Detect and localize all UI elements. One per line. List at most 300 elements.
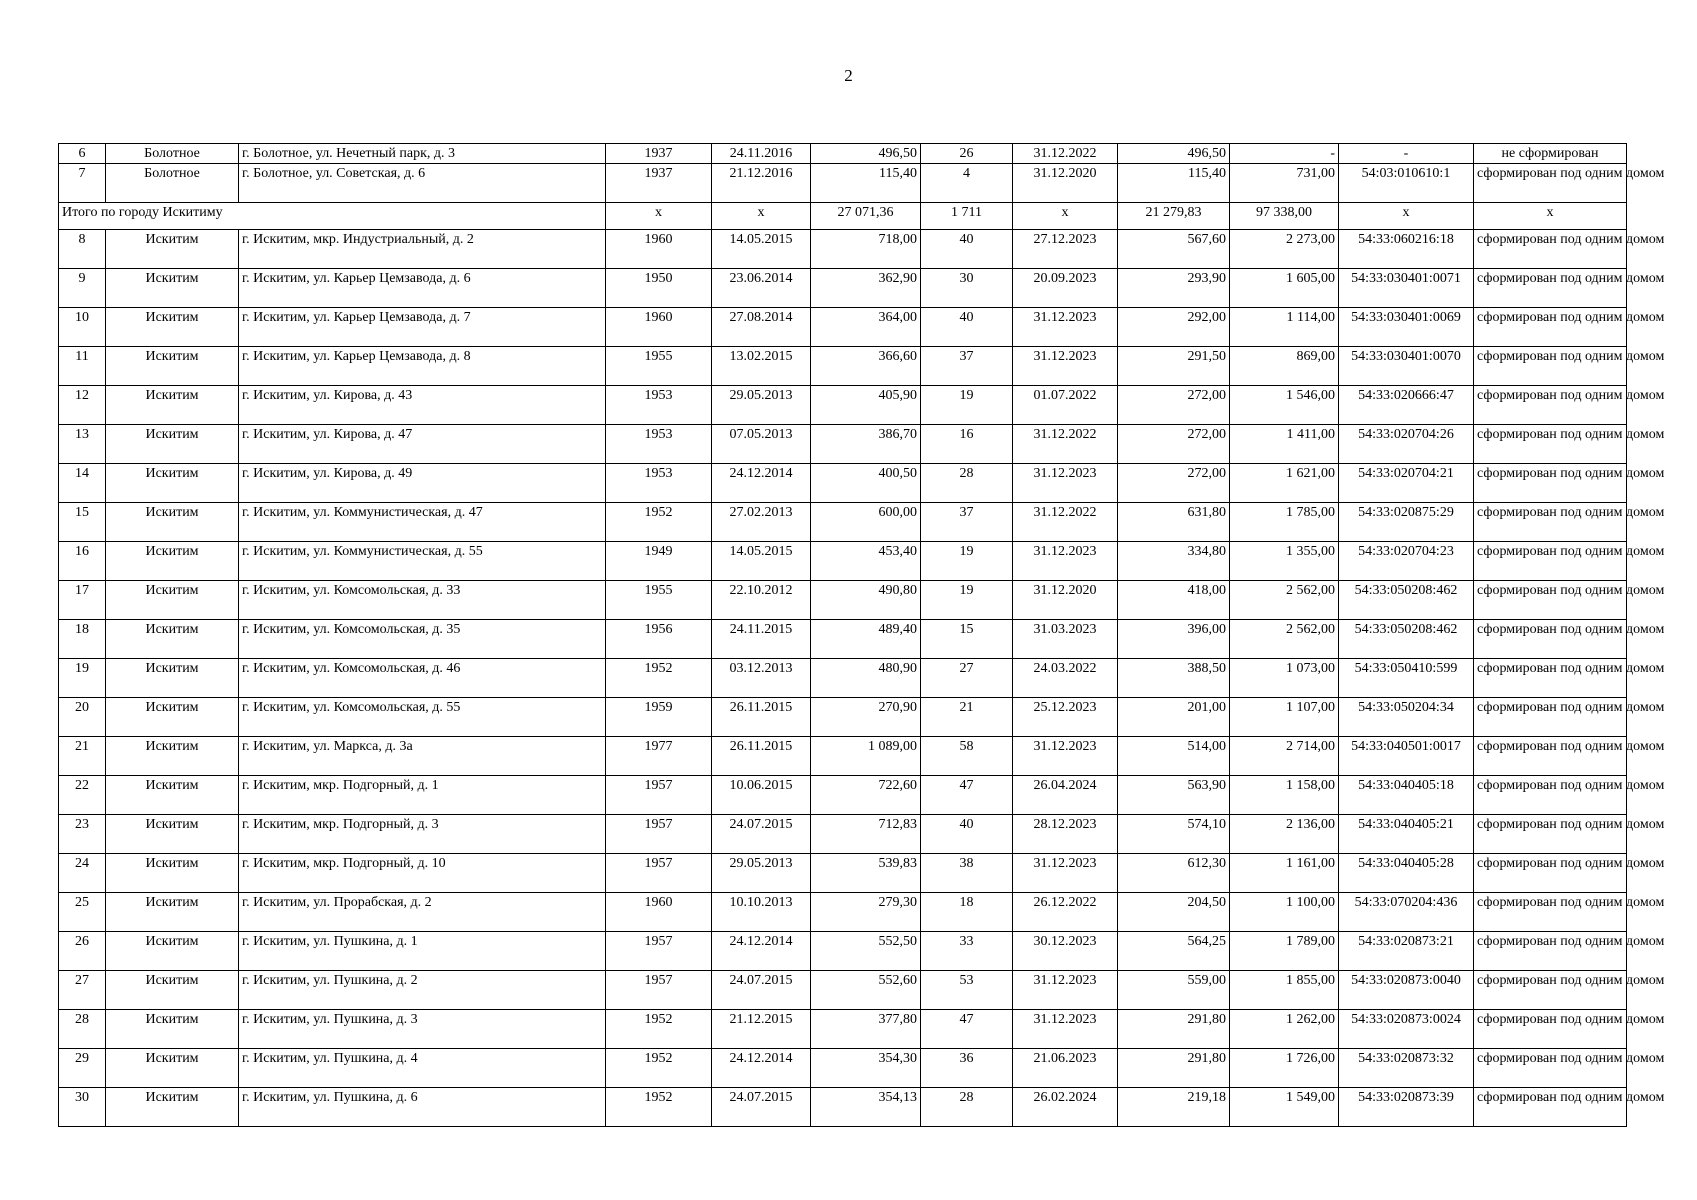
row-area: 405,90 bbox=[811, 386, 921, 425]
row-date: 10.10.2013 bbox=[712, 893, 811, 932]
row-date: 23.06.2014 bbox=[712, 269, 811, 308]
row-living-area: 496,50 bbox=[1118, 144, 1230, 164]
row-address: г. Искитим, ул. Пушкина, д. 4 bbox=[239, 1049, 606, 1088]
row-city: Искитим bbox=[106, 386, 239, 425]
row-land-area: 1 158,00 bbox=[1230, 776, 1339, 815]
row-residents: 16 bbox=[921, 425, 1013, 464]
row-address: г. Искитим, ул. Кирова, д. 47 bbox=[239, 425, 606, 464]
row-residents: 30 bbox=[921, 269, 1013, 308]
row-year: 1957 bbox=[606, 932, 712, 971]
row-residents: 33 bbox=[921, 932, 1013, 971]
row-number: 25 bbox=[59, 893, 106, 932]
row-status: сформирован под одним домом bbox=[1474, 1088, 1627, 1127]
row-city: Искитим bbox=[106, 893, 239, 932]
row-plan-date: 01.07.2022 bbox=[1013, 386, 1118, 425]
row-address: г. Искитим, мкр. Индустриальный, д. 2 bbox=[239, 230, 606, 269]
row-year: 1952 bbox=[606, 1010, 712, 1049]
row-year: 1937 bbox=[606, 144, 712, 164]
row-status: сформирован под одним домом bbox=[1474, 737, 1627, 776]
row-status: сформирован под одним домом bbox=[1474, 425, 1627, 464]
row-area: 386,70 bbox=[811, 425, 921, 464]
row-city: Искитим bbox=[106, 698, 239, 737]
row-status: сформирован под одним домом bbox=[1474, 164, 1627, 203]
row-status: сформирован под одним домом bbox=[1474, 698, 1627, 737]
row-address: г. Искитим, мкр. Подгорный, д. 1 bbox=[239, 776, 606, 815]
row-residents: 19 bbox=[921, 386, 1013, 425]
total-label: Итого по городу Искитиму bbox=[59, 203, 606, 230]
row-city: Искитим bbox=[106, 269, 239, 308]
row-city: Искитим bbox=[106, 776, 239, 815]
row-date: 13.02.2015 bbox=[712, 347, 811, 386]
row-number: 17 bbox=[59, 581, 106, 620]
row-land-area: 1 605,00 bbox=[1230, 269, 1339, 308]
row-year: 1952 bbox=[606, 1049, 712, 1088]
row-plan-date: 25.12.2023 bbox=[1013, 698, 1118, 737]
table-row bbox=[59, 386, 1627, 425]
row-plan-date: 31.12.2023 bbox=[1013, 308, 1118, 347]
row-plan-date: 31.12.2023 bbox=[1013, 542, 1118, 581]
row-area: 270,90 bbox=[811, 698, 921, 737]
row-land-area: 1 549,00 bbox=[1230, 1088, 1339, 1127]
row-number: 27 bbox=[59, 971, 106, 1010]
row-number: 24 bbox=[59, 854, 106, 893]
row-year: 1952 bbox=[606, 659, 712, 698]
row-plan-date: 26.04.2024 bbox=[1013, 776, 1118, 815]
row-date: 24.07.2015 bbox=[712, 815, 811, 854]
row-city: Искитим bbox=[106, 347, 239, 386]
row-date: 24.12.2014 bbox=[712, 932, 811, 971]
row-cadastral: 54:33:050208:462 bbox=[1339, 620, 1474, 659]
row-residents: 19 bbox=[921, 581, 1013, 620]
row-status: сформирован под одним домом bbox=[1474, 542, 1627, 581]
row-area: 279,30 bbox=[811, 893, 921, 932]
row-residents: 53 bbox=[921, 971, 1013, 1010]
total-residents: 1 711 bbox=[921, 203, 1013, 230]
row-land-area: 1 355,00 bbox=[1230, 542, 1339, 581]
table-row bbox=[59, 581, 1627, 620]
row-area: 366,60 bbox=[811, 347, 921, 386]
row-year: 1957 bbox=[606, 776, 712, 815]
row-status: сформирован под одним домом bbox=[1474, 1010, 1627, 1049]
row-number: 15 bbox=[59, 503, 106, 542]
row-plan-date: 28.12.2023 bbox=[1013, 815, 1118, 854]
table-row bbox=[59, 932, 1627, 971]
row-living-area: 272,00 bbox=[1118, 464, 1230, 503]
row-number: 14 bbox=[59, 464, 106, 503]
row-status: сформирован под одним домом bbox=[1474, 776, 1627, 815]
row-area: 400,50 bbox=[811, 464, 921, 503]
row-cadastral: 54:33:030401:0070 bbox=[1339, 347, 1474, 386]
row-year: 1960 bbox=[606, 893, 712, 932]
row-date: 24.11.2016 bbox=[712, 144, 811, 164]
row-plan-date: 21.06.2023 bbox=[1013, 1049, 1118, 1088]
row-cadastral: 54:33:020873:39 bbox=[1339, 1088, 1474, 1127]
row-number: 29 bbox=[59, 1049, 106, 1088]
row-city: Искитим bbox=[106, 230, 239, 269]
table-row bbox=[59, 269, 1627, 308]
row-cadastral: 54:33:020873:0040 bbox=[1339, 971, 1474, 1010]
row-date: 03.12.2013 bbox=[712, 659, 811, 698]
row-city: Искитим bbox=[106, 581, 239, 620]
row-living-area: 563,90 bbox=[1118, 776, 1230, 815]
row-number: 8 bbox=[59, 230, 106, 269]
row-year: 1957 bbox=[606, 815, 712, 854]
row-number: 30 bbox=[59, 1088, 106, 1127]
row-city: Искитим bbox=[106, 932, 239, 971]
row-date: 27.02.2013 bbox=[712, 503, 811, 542]
row-cadastral: 54:33:020704:21 bbox=[1339, 464, 1474, 503]
row-number: 9 bbox=[59, 269, 106, 308]
total-year: х bbox=[606, 203, 712, 230]
row-date: 24.07.2015 bbox=[712, 971, 811, 1010]
row-number: 21 bbox=[59, 737, 106, 776]
row-living-area: 291,80 bbox=[1118, 1049, 1230, 1088]
row-land-area: 1 114,00 bbox=[1230, 308, 1339, 347]
row-residents: 4 bbox=[921, 164, 1013, 203]
row-date: 14.05.2015 bbox=[712, 542, 811, 581]
row-cadastral: 54:03:010610:1 bbox=[1339, 164, 1474, 203]
row-area: 364,00 bbox=[811, 308, 921, 347]
row-cadastral: 54:33:020873:0024 bbox=[1339, 1010, 1474, 1049]
row-residents: 47 bbox=[921, 776, 1013, 815]
row-address: г. Искитим, ул. Кирова, д. 49 bbox=[239, 464, 606, 503]
row-living-area: 272,00 bbox=[1118, 386, 1230, 425]
row-land-area: 1 161,00 bbox=[1230, 854, 1339, 893]
row-residents: 15 bbox=[921, 620, 1013, 659]
row-land-area: 2 714,00 bbox=[1230, 737, 1339, 776]
row-date: 27.08.2014 bbox=[712, 308, 811, 347]
table-row bbox=[59, 503, 1627, 542]
row-area: 552,50 bbox=[811, 932, 921, 971]
row-year: 1937 bbox=[606, 164, 712, 203]
row-cadastral: 54:33:020873:32 bbox=[1339, 1049, 1474, 1088]
row-city: Искитим bbox=[106, 737, 239, 776]
row-address: г. Искитим, ул. Коммунистическая, д. 47 bbox=[239, 503, 606, 542]
row-residents: 18 bbox=[921, 893, 1013, 932]
row-living-area: 612,30 bbox=[1118, 854, 1230, 893]
row-plan-date: 31.12.2020 bbox=[1013, 581, 1118, 620]
row-year: 1955 bbox=[606, 581, 712, 620]
row-city: Искитим bbox=[106, 425, 239, 464]
row-plan-date: 30.12.2023 bbox=[1013, 932, 1118, 971]
row-year: 1977 bbox=[606, 737, 712, 776]
row-address: г. Болотное, ул. Советская, д. 6 bbox=[239, 164, 606, 203]
row-address: г. Искитим, ул. Прорабская, д. 2 bbox=[239, 893, 606, 932]
row-land-area: 2 136,00 bbox=[1230, 815, 1339, 854]
row-plan-date: 31.12.2020 bbox=[1013, 164, 1118, 203]
row-land-area: 1 411,00 bbox=[1230, 425, 1339, 464]
row-living-area: 574,10 bbox=[1118, 815, 1230, 854]
row-number: 26 bbox=[59, 932, 106, 971]
row-address: г. Искитим, ул. Маркса, д. 3а bbox=[239, 737, 606, 776]
row-living-area: 334,80 bbox=[1118, 542, 1230, 581]
row-number: 20 bbox=[59, 698, 106, 737]
row-area: 722,60 bbox=[811, 776, 921, 815]
row-status: сформирован под одним домом bbox=[1474, 659, 1627, 698]
row-status: сформирован под одним домом bbox=[1474, 503, 1627, 542]
table-body-total bbox=[59, 203, 1627, 230]
row-address: г. Искитим, ул. Коммунистическая, д. 55 bbox=[239, 542, 606, 581]
row-area: 600,00 bbox=[811, 503, 921, 542]
row-address: г. Искитим, мкр. Подгорный, д. 3 bbox=[239, 815, 606, 854]
total-plan-date: х bbox=[1013, 203, 1118, 230]
table-row bbox=[59, 347, 1627, 386]
row-date: 21.12.2015 bbox=[712, 1010, 811, 1049]
row-living-area: 388,50 bbox=[1118, 659, 1230, 698]
row-city: Искитим bbox=[106, 854, 239, 893]
row-year: 1952 bbox=[606, 503, 712, 542]
row-cadastral: 54:33:040405:21 bbox=[1339, 815, 1474, 854]
row-plan-date: 20.09.2023 bbox=[1013, 269, 1118, 308]
row-land-area: 2 562,00 bbox=[1230, 620, 1339, 659]
row-year: 1950 bbox=[606, 269, 712, 308]
table-row bbox=[59, 230, 1627, 269]
row-plan-date: 27.12.2023 bbox=[1013, 230, 1118, 269]
row-status: сформирован под одним домом bbox=[1474, 1049, 1627, 1088]
row-cadastral: 54:33:070204:436 bbox=[1339, 893, 1474, 932]
row-area: 377,80 bbox=[811, 1010, 921, 1049]
table-row bbox=[59, 542, 1627, 581]
row-living-area: 201,00 bbox=[1118, 698, 1230, 737]
row-plan-date: 26.02.2024 bbox=[1013, 1088, 1118, 1127]
row-address: г. Искитим, ул. Комсомольская, д. 46 bbox=[239, 659, 606, 698]
row-cadastral: - bbox=[1339, 144, 1474, 164]
table-body-after-total bbox=[59, 230, 1665, 1127]
row-status: сформирован под одним домом bbox=[1474, 815, 1627, 854]
row-cadastral: 54:33:050410:599 bbox=[1339, 659, 1474, 698]
row-cadastral: 54:33:050208:462 bbox=[1339, 581, 1474, 620]
row-status: сформирован под одним домом bbox=[1474, 386, 1627, 425]
row-address: г. Искитим, ул. Комсомольская, д. 55 bbox=[239, 698, 606, 737]
row-address: г. Болотное, ул. Нечетный парк, д. 3 bbox=[239, 144, 606, 164]
row-plan-date: 31.12.2022 bbox=[1013, 144, 1118, 164]
row-residents: 19 bbox=[921, 542, 1013, 581]
row-land-area: 2 273,00 bbox=[1230, 230, 1339, 269]
row-date: 29.05.2013 bbox=[712, 854, 811, 893]
row-area: 718,00 bbox=[811, 230, 921, 269]
row-land-area: 1 621,00 bbox=[1230, 464, 1339, 503]
row-living-area: 567,60 bbox=[1118, 230, 1230, 269]
row-area: 490,80 bbox=[811, 581, 921, 620]
row-cadastral: 54:33:040405:28 bbox=[1339, 854, 1474, 893]
row-living-area: 631,80 bbox=[1118, 503, 1230, 542]
row-address: г. Искитим, ул. Карьер Цемзавода, д. 6 bbox=[239, 269, 606, 308]
row-living-area: 559,00 bbox=[1118, 971, 1230, 1010]
table-row bbox=[59, 893, 1627, 932]
row-plan-date: 31.03.2023 bbox=[1013, 620, 1118, 659]
row-land-area: 2 562,00 bbox=[1230, 581, 1339, 620]
row-date: 26.11.2015 bbox=[712, 698, 811, 737]
row-number: 11 bbox=[59, 347, 106, 386]
row-land-area: 869,00 bbox=[1230, 347, 1339, 386]
row-plan-date: 31.12.2023 bbox=[1013, 1010, 1118, 1049]
row-date: 24.11.2015 bbox=[712, 620, 811, 659]
row-address: г. Искитим, мкр. Подгорный, д. 10 bbox=[239, 854, 606, 893]
row-date: 21.12.2016 bbox=[712, 164, 811, 203]
row-land-area: - bbox=[1230, 144, 1339, 164]
row-date: 10.06.2015 bbox=[712, 776, 811, 815]
total-area: 27 071,36 bbox=[811, 203, 921, 230]
row-cadastral: 54:33:020666:47 bbox=[1339, 386, 1474, 425]
row-city: Искитим bbox=[106, 542, 239, 581]
row-status: сформирован под одним домом bbox=[1474, 854, 1627, 893]
row-plan-date: 31.12.2023 bbox=[1013, 737, 1118, 776]
row-status: сформирован под одним домом bbox=[1474, 347, 1627, 386]
row-number: 12 bbox=[59, 386, 106, 425]
table-row bbox=[59, 1010, 1627, 1049]
table-row bbox=[59, 971, 1627, 1010]
row-plan-date: 31.12.2023 bbox=[1013, 464, 1118, 503]
row-land-area: 1 785,00 bbox=[1230, 503, 1339, 542]
row-cadastral: 54:33:020704:23 bbox=[1339, 542, 1474, 581]
row-date: 14.05.2015 bbox=[712, 230, 811, 269]
table-row bbox=[59, 308, 1627, 347]
table-row bbox=[59, 698, 1627, 737]
row-cadastral: 54:33:030401:0069 bbox=[1339, 308, 1474, 347]
row-cadastral: 54:33:040501:0017 bbox=[1339, 737, 1474, 776]
row-status: не сформирован bbox=[1474, 144, 1627, 164]
row-land-area: 1 855,00 bbox=[1230, 971, 1339, 1010]
row-address: г. Искитим, ул. Пушкина, д. 1 bbox=[239, 932, 606, 971]
row-cadastral: 54:33:060216:18 bbox=[1339, 230, 1474, 269]
row-plan-date: 31.12.2023 bbox=[1013, 347, 1118, 386]
total-cadastral: х bbox=[1339, 203, 1474, 230]
row-land-area: 1 262,00 bbox=[1230, 1010, 1339, 1049]
table-row bbox=[59, 854, 1627, 893]
row-land-area: 1 789,00 bbox=[1230, 932, 1339, 971]
table-row bbox=[59, 737, 1627, 776]
row-year: 1956 bbox=[606, 620, 712, 659]
row-area: 480,90 bbox=[811, 659, 921, 698]
row-residents: 36 bbox=[921, 1049, 1013, 1088]
row-number: 23 bbox=[59, 815, 106, 854]
row-status: сформирован под одним домом bbox=[1474, 269, 1627, 308]
row-land-area: 1 100,00 bbox=[1230, 893, 1339, 932]
row-address: г. Искитим, ул. Комсомольская, д. 35 bbox=[239, 620, 606, 659]
row-plan-date: 26.12.2022 bbox=[1013, 893, 1118, 932]
row-year: 1959 bbox=[606, 698, 712, 737]
row-plan-date: 31.12.2023 bbox=[1013, 854, 1118, 893]
row-cadastral: 54:33:030401:0071 bbox=[1339, 269, 1474, 308]
table-row bbox=[59, 425, 1627, 464]
row-residents: 40 bbox=[921, 308, 1013, 347]
housing-register-table bbox=[58, 143, 1665, 1127]
row-land-area: 1 726,00 bbox=[1230, 1049, 1339, 1088]
table-row bbox=[59, 164, 1627, 203]
row-date: 24.07.2015 bbox=[712, 1088, 811, 1127]
row-cadastral: 54:33:020704:26 bbox=[1339, 425, 1474, 464]
table-row bbox=[59, 144, 1627, 164]
row-number: 19 bbox=[59, 659, 106, 698]
row-date: 24.12.2014 bbox=[712, 464, 811, 503]
row-plan-date: 31.12.2022 bbox=[1013, 425, 1118, 464]
row-year: 1955 bbox=[606, 347, 712, 386]
table-row bbox=[59, 776, 1627, 815]
row-status: сформирован под одним домом bbox=[1474, 893, 1627, 932]
row-living-area: 272,00 bbox=[1118, 425, 1230, 464]
row-address: г. Искитим, ул. Пушкина, д. 3 bbox=[239, 1010, 606, 1049]
row-city: Искитим bbox=[106, 659, 239, 698]
row-area: 453,40 bbox=[811, 542, 921, 581]
row-city: Болотное bbox=[106, 164, 239, 203]
row-number: 10 bbox=[59, 308, 106, 347]
row-area: 712,83 bbox=[811, 815, 921, 854]
row-residents: 37 bbox=[921, 503, 1013, 542]
row-cadastral: 54:33:050204:34 bbox=[1339, 698, 1474, 737]
total-land-area: 97 338,00 bbox=[1230, 203, 1339, 230]
row-city: Болотное bbox=[106, 144, 239, 164]
row-living-area: 564,25 bbox=[1118, 932, 1230, 971]
row-status: сформирован под одним домом bbox=[1474, 581, 1627, 620]
row-date: 29.05.2013 bbox=[712, 386, 811, 425]
row-year: 1953 bbox=[606, 464, 712, 503]
row-residents: 28 bbox=[921, 1088, 1013, 1127]
row-date: 24.12.2014 bbox=[712, 1049, 811, 1088]
row-residents: 47 bbox=[921, 1010, 1013, 1049]
row-city: Искитим bbox=[106, 620, 239, 659]
row-area: 354,30 bbox=[811, 1049, 921, 1088]
row-plan-date: 24.03.2022 bbox=[1013, 659, 1118, 698]
row-date: 22.10.2012 bbox=[712, 581, 811, 620]
row-status: сформирован под одним домом bbox=[1474, 308, 1627, 347]
row-living-area: 514,00 bbox=[1118, 737, 1230, 776]
row-status: сформирован под одним домом bbox=[1474, 971, 1627, 1010]
row-land-area: 1 107,00 bbox=[1230, 698, 1339, 737]
row-residents: 27 bbox=[921, 659, 1013, 698]
row-status: сформирован под одним домом bbox=[1474, 464, 1627, 503]
total-status: х bbox=[1474, 203, 1627, 230]
row-cadastral: 54:33:020873:21 bbox=[1339, 932, 1474, 971]
row-year: 1960 bbox=[606, 230, 712, 269]
row-area: 489,40 bbox=[811, 620, 921, 659]
row-city: Искитим bbox=[106, 1010, 239, 1049]
row-residents: 37 bbox=[921, 347, 1013, 386]
total-date: х bbox=[712, 203, 811, 230]
row-cadastral: 54:33:020875:29 bbox=[1339, 503, 1474, 542]
row-area: 1 089,00 bbox=[811, 737, 921, 776]
row-living-area: 292,00 bbox=[1118, 308, 1230, 347]
row-status: сформирован под одним домом bbox=[1474, 620, 1627, 659]
row-year: 1952 bbox=[606, 1088, 712, 1127]
row-city: Искитим bbox=[106, 308, 239, 347]
row-residents: 58 bbox=[921, 737, 1013, 776]
row-living-area: 219,18 bbox=[1118, 1088, 1230, 1127]
row-date: 07.05.2013 bbox=[712, 425, 811, 464]
row-living-area: 418,00 bbox=[1118, 581, 1230, 620]
row-residents: 40 bbox=[921, 230, 1013, 269]
row-city: Искитим bbox=[106, 464, 239, 503]
row-living-area: 204,50 bbox=[1118, 893, 1230, 932]
table-row bbox=[59, 1049, 1627, 1088]
table-row bbox=[59, 1088, 1627, 1127]
row-address: г. Искитим, ул. Кирова, д. 43 bbox=[239, 386, 606, 425]
table-row bbox=[59, 815, 1627, 854]
row-city: Искитим bbox=[106, 815, 239, 854]
row-year: 1960 bbox=[606, 308, 712, 347]
row-city: Искитим bbox=[106, 1049, 239, 1088]
row-living-area: 396,00 bbox=[1118, 620, 1230, 659]
row-plan-date: 31.12.2023 bbox=[1013, 971, 1118, 1010]
table-row bbox=[59, 659, 1627, 698]
row-year: 1957 bbox=[606, 971, 712, 1010]
page-number: 2 bbox=[844, 66, 853, 85]
row-number: 18 bbox=[59, 620, 106, 659]
row-residents: 26 bbox=[921, 144, 1013, 164]
row-city: Искитим bbox=[106, 503, 239, 542]
row-number: 7 bbox=[59, 164, 106, 203]
row-living-area: 291,80 bbox=[1118, 1010, 1230, 1049]
row-city: Искитим bbox=[106, 1088, 239, 1127]
